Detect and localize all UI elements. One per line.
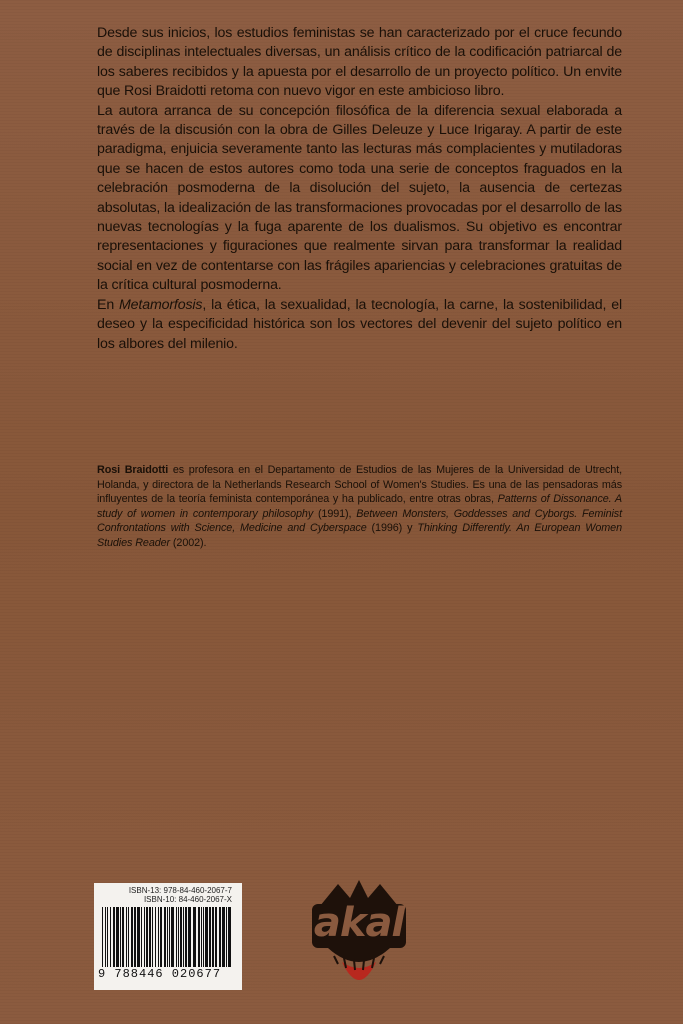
barcode-bar [222, 907, 225, 967]
bio-text-1: es profesora en el Departamento de Estudios de las Mujeres de la Universidad de Utrecht, Holanda, y directora de la Netherlands Research School of Women's Studies. Es una de las pensadoras más influyentes de la teoría feminista contemporánea y ha publicado, entre otras obras, [97, 464, 622, 506]
blurb-paragraph-2: La autora arranca de su concepción filosófica de la diferencia sexual elaborada a través de la discusión con la obra de Gilles Deleuze y Luce Irigaray. A partir de este paradigma, enjuicia severamente tanto las lecturas más complacientes y mutiladoras que se hacen de estos autores como toda una serie de conceptos fraguados en la celebración posmoderna de la disolución del sujeto, la ausencia de certezas absolutas, la idealización de las transformaciones provocadas por el desarrollo de las nuevas tecnologías y la fuga aparente de los dualismos. Su objetivo es encontrar representaciones y figuraciones que realmente sirvan para transformar la realidad social en vez de contentarse con las frágiles apariencias y celebraciones gratuitas de la crítica cultural posmoderna. [97, 102, 622, 294]
barcode-bar [228, 907, 231, 967]
barcode-bar [183, 907, 184, 967]
barcode-bar [193, 907, 196, 967]
barcode-bar [152, 907, 153, 967]
isbn-10: ISBN-10: 84-460-2067-X [143, 895, 232, 904]
barcode-bar [201, 907, 202, 967]
barcode-bar [185, 907, 187, 967]
barcode-bar [226, 907, 227, 967]
barcode-digits: 9 788446 020677 [98, 967, 222, 981]
work-title-3: Thinking Differently. An European Women Studies Reader [97, 522, 622, 549]
isbn-13: ISBN-13: 978-84-460-2067-7 [128, 886, 232, 895]
barcode-bar [205, 907, 208, 967]
blurb-paragraph-3 [97, 296, 622, 354]
barcode-bar [105, 907, 106, 967]
barcode-bar [107, 907, 108, 967]
barcode-bar [188, 907, 191, 967]
barcode-bar [102, 907, 103, 967]
barcode-bar [198, 907, 200, 967]
barcode-bar [169, 907, 170, 967]
publisher-logo [298, 878, 420, 1000]
barcode-bar [215, 907, 217, 967]
barcode-bar [180, 907, 182, 967]
barcode-bar [164, 907, 166, 967]
barcode-bar [131, 907, 133, 967]
barcode-bar [167, 907, 168, 967]
barcode-bar [178, 907, 179, 967]
barcode-bar [120, 907, 121, 967]
barcode-bar [134, 907, 136, 967]
bio-text-2: (1991), [313, 507, 357, 520]
work-title-1: Patterns of Dissonance. A study of women in contemporary philosophy [97, 493, 622, 520]
author-bio [97, 463, 622, 551]
barcode-bar [149, 907, 151, 967]
barcode-bars [100, 907, 236, 967]
barcode-bar [144, 907, 145, 967]
book-title: Metamorfosis [119, 296, 203, 313]
barcode-bar [122, 907, 124, 967]
barcode-bar [141, 907, 142, 967]
barcode-bar [203, 907, 204, 967]
logo-wordmark: akal [313, 900, 405, 946]
bio-text-4: (2002). [170, 536, 207, 549]
barcode-bar [126, 907, 127, 967]
blurb-p3-prefix: En [97, 296, 119, 313]
barcode-bar [160, 907, 162, 967]
barcode-bar [155, 907, 156, 967]
back-cover-blurb [97, 24, 622, 354]
barcode-bar [209, 907, 211, 967]
isbn-barcode [94, 883, 242, 990]
work-title-2: Between Monsters, Goddesses and Cyborgs. Feminist Confrontations with Science, Medicine and Cyberspace [97, 507, 622, 535]
barcode-bar [146, 907, 148, 967]
barcode-bar [116, 907, 119, 967]
barcode-bar [128, 907, 129, 967]
barcode-bar [137, 907, 140, 967]
author-name: Rosi Braidotti [97, 464, 169, 476]
blurb-paragraph-1: Desde sus inicios, los estudios feministas se han caracterizado por el cruce fecundo de disciplinas intelectuales diversas, un análisis crítico de la codificación patriarcal de los saberes recibidos y la apuesta por el desarrollo de un proyecto político. Un envite que Rosi Braidotti retoma con nuevo vigor en este ambicioso libro. [97, 25, 622, 100]
blurb-p3-rest: , la ética, la sexualidad, la tecnología, la carne, la sostenibilidad, el deseo y la especificidad histórica son los vectores del devenir del sujeto político en los albores del milenio. [97, 296, 622, 352]
barcode-bar [219, 907, 221, 967]
barcode-bar [212, 907, 214, 967]
barcode-bar [171, 907, 174, 967]
barcode-bar [113, 907, 115, 967]
bio-text-3: (1996) y [366, 522, 418, 535]
barcode-bar [176, 907, 177, 967]
barcode-bar [110, 907, 111, 967]
barcode-bar [158, 907, 159, 967]
